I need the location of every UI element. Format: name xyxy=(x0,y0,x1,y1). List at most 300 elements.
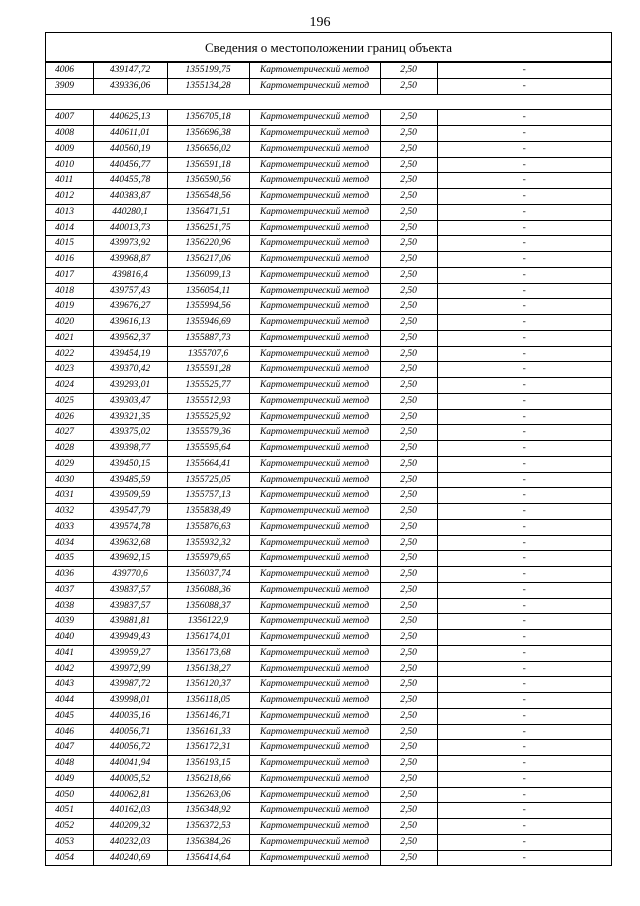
point-number-cell: 4026 xyxy=(46,409,93,425)
method-cell: Картометрический метод xyxy=(249,126,380,142)
table-row xyxy=(46,220,611,236)
x-coordinate-cell: 440056,72 xyxy=(93,740,167,756)
y-coordinate-cell: 1356099,13 xyxy=(167,267,249,283)
point-number-cell: 3909 xyxy=(46,78,93,94)
method-cell: Картометрический метод xyxy=(249,78,380,94)
method-cell: Картометрический метод xyxy=(249,661,380,677)
point-number-cell: 4011 xyxy=(46,173,93,189)
accuracy-cell: 2,50 xyxy=(380,661,437,677)
accuracy-cell: 2,50 xyxy=(380,78,437,94)
point-number-cell: 4054 xyxy=(46,850,93,866)
y-coordinate-cell: 1355595,64 xyxy=(167,441,249,457)
y-coordinate-cell: 1356548,56 xyxy=(167,189,249,205)
accuracy-cell: 2,50 xyxy=(380,409,437,425)
x-coordinate-cell: 440560,19 xyxy=(93,141,167,157)
x-coordinate-cell: 440232,03 xyxy=(93,834,167,850)
method-cell: Картометрический метод xyxy=(249,63,380,79)
point-number-cell: 4029 xyxy=(46,456,93,472)
x-coordinate-cell: 439485,59 xyxy=(93,472,167,488)
x-coordinate-cell: 440280,1 xyxy=(93,204,167,220)
method-cell: Картометрический метод xyxy=(249,645,380,661)
point-number-cell: 4009 xyxy=(46,141,93,157)
accuracy-cell: 2,50 xyxy=(380,630,437,646)
description-cell: - xyxy=(437,456,611,472)
coordinates-table-body xyxy=(46,110,611,866)
table-row xyxy=(46,173,611,189)
description-cell: - xyxy=(437,519,611,535)
description-cell: - xyxy=(437,409,611,425)
point-number-cell: 4040 xyxy=(46,630,93,646)
table-row xyxy=(46,834,611,850)
point-number-cell: 4048 xyxy=(46,756,93,772)
x-coordinate-cell: 439968,87 xyxy=(93,252,167,268)
accuracy-cell: 2,50 xyxy=(380,535,437,551)
x-coordinate-cell: 439454,19 xyxy=(93,346,167,362)
table-row xyxy=(46,189,611,205)
method-cell: Картометрический метод xyxy=(249,299,380,315)
table-row xyxy=(46,283,611,299)
accuracy-cell: 2,50 xyxy=(380,330,437,346)
y-coordinate-cell: 1355838,49 xyxy=(167,504,249,520)
method-cell: Картометрический метод xyxy=(249,141,380,157)
gap-row xyxy=(46,94,611,110)
description-cell: - xyxy=(437,267,611,283)
page-number: 196 xyxy=(309,15,331,30)
point-number-cell: 4023 xyxy=(46,362,93,378)
method-cell: Картометрический метод xyxy=(249,708,380,724)
y-coordinate-cell: 1355932,32 xyxy=(167,535,249,551)
y-coordinate-cell: 1356088,37 xyxy=(167,598,249,614)
x-coordinate-cell: 439770,6 xyxy=(93,567,167,583)
table-row xyxy=(46,787,611,803)
method-cell: Картометрический метод xyxy=(249,834,380,850)
method-cell: Картометрический метод xyxy=(249,157,380,173)
method-cell: Картометрический метод xyxy=(249,504,380,520)
description-cell: - xyxy=(437,708,611,724)
table-row xyxy=(46,204,611,220)
table-row xyxy=(46,126,611,142)
accuracy-cell: 2,50 xyxy=(380,63,437,79)
table-row xyxy=(46,299,611,315)
table-row xyxy=(46,472,611,488)
y-coordinate-cell: 1356705,18 xyxy=(167,110,249,126)
point-number-cell: 4020 xyxy=(46,315,93,331)
table-row xyxy=(46,850,611,866)
table-row xyxy=(46,630,611,646)
x-coordinate-cell: 440162,03 xyxy=(93,803,167,819)
description-cell: - xyxy=(437,126,611,142)
x-coordinate-cell: 439398,77 xyxy=(93,441,167,457)
description-cell: - xyxy=(437,283,611,299)
y-coordinate-cell: 1355525,92 xyxy=(167,409,249,425)
method-cell: Картометрический метод xyxy=(249,535,380,551)
y-coordinate-cell: 1356263,06 xyxy=(167,787,249,803)
description-cell: - xyxy=(437,834,611,850)
table-row xyxy=(46,567,611,583)
accuracy-cell: 2,50 xyxy=(380,456,437,472)
point-number-cell: 4017 xyxy=(46,267,93,283)
x-coordinate-cell: 440013,73 xyxy=(93,220,167,236)
description-cell: - xyxy=(437,645,611,661)
point-number-cell: 4045 xyxy=(46,708,93,724)
point-number-cell: 4053 xyxy=(46,834,93,850)
y-coordinate-cell: 1356120,37 xyxy=(167,677,249,693)
y-coordinate-cell: 1355876,63 xyxy=(167,519,249,535)
description-cell: - xyxy=(437,803,611,819)
point-number-cell: 4046 xyxy=(46,724,93,740)
description-cell: - xyxy=(437,771,611,787)
table-row xyxy=(46,141,611,157)
accuracy-cell: 2,50 xyxy=(380,236,437,252)
description-cell: - xyxy=(437,173,611,189)
table-row xyxy=(46,267,611,283)
point-number-cell: 4039 xyxy=(46,614,93,630)
y-coordinate-cell: 1355979,65 xyxy=(167,551,249,567)
y-coordinate-cell: 1356656,02 xyxy=(167,141,249,157)
y-coordinate-cell: 1356591,18 xyxy=(167,157,249,173)
description-cell: - xyxy=(437,724,611,740)
point-number-cell: 4015 xyxy=(46,236,93,252)
accuracy-cell: 2,50 xyxy=(380,283,437,299)
table-row xyxy=(46,488,611,504)
method-cell: Картометрический метод xyxy=(249,283,380,299)
y-coordinate-cell: 1355579,36 xyxy=(167,425,249,441)
method-cell: Картометрический метод xyxy=(249,315,380,331)
y-coordinate-cell: 1355994,56 xyxy=(167,299,249,315)
x-coordinate-cell: 439973,92 xyxy=(93,236,167,252)
point-number-cell: 4016 xyxy=(46,252,93,268)
point-number-cell: 4018 xyxy=(46,283,93,299)
description-cell: - xyxy=(437,393,611,409)
method-cell: Картометрический метод xyxy=(249,409,380,425)
accuracy-cell: 2,50 xyxy=(380,393,437,409)
x-coordinate-cell: 440240,69 xyxy=(93,850,167,866)
method-cell: Картометрический метод xyxy=(249,567,380,583)
point-number-cell: 4033 xyxy=(46,519,93,535)
point-number-cell: 4035 xyxy=(46,551,93,567)
x-coordinate-cell: 439547,79 xyxy=(93,504,167,520)
description-cell: - xyxy=(437,315,611,331)
accuracy-cell: 2,50 xyxy=(380,693,437,709)
y-coordinate-cell: 1356218,66 xyxy=(167,771,249,787)
method-cell: Картометрический метод xyxy=(249,740,380,756)
method-cell: Картометрический метод xyxy=(249,346,380,362)
method-cell: Картометрический метод xyxy=(249,204,380,220)
method-cell: Картометрический метод xyxy=(249,252,380,268)
accuracy-cell: 2,50 xyxy=(380,740,437,756)
x-coordinate-cell: 440005,52 xyxy=(93,771,167,787)
table-row xyxy=(46,582,611,598)
accuracy-cell: 2,50 xyxy=(380,189,437,205)
method-cell: Картометрический метод xyxy=(249,756,380,772)
gap-row-group xyxy=(46,94,611,110)
point-number-cell: 4010 xyxy=(46,157,93,173)
method-cell: Картометрический метод xyxy=(249,787,380,803)
y-coordinate-cell: 1356088,36 xyxy=(167,582,249,598)
table-row xyxy=(46,677,611,693)
point-number-cell: 4037 xyxy=(46,582,93,598)
point-number-cell: 4044 xyxy=(46,693,93,709)
method-cell: Картометрический метод xyxy=(249,441,380,457)
method-cell: Картометрический метод xyxy=(249,425,380,441)
method-cell: Картометрический метод xyxy=(249,819,380,835)
y-coordinate-cell: 1356037,74 xyxy=(167,567,249,583)
accuracy-cell: 2,50 xyxy=(380,126,437,142)
x-coordinate-cell: 439676,27 xyxy=(93,299,167,315)
accuracy-cell: 2,50 xyxy=(380,598,437,614)
y-coordinate-cell: 1356193,15 xyxy=(167,756,249,772)
point-number-cell: 4028 xyxy=(46,441,93,457)
method-cell: Картометрический метод xyxy=(249,771,380,787)
description-cell: - xyxy=(437,850,611,866)
table-row xyxy=(46,63,611,79)
y-coordinate-cell: 1356414,64 xyxy=(167,850,249,866)
point-number-cell: 4038 xyxy=(46,598,93,614)
y-coordinate-cell: 1355887,73 xyxy=(167,330,249,346)
point-number-cell: 4012 xyxy=(46,189,93,205)
point-number-cell: 4034 xyxy=(46,535,93,551)
table-row xyxy=(46,362,611,378)
table-row xyxy=(46,456,611,472)
point-number-cell: 4050 xyxy=(46,787,93,803)
x-coordinate-cell: 439949,43 xyxy=(93,630,167,646)
table-row xyxy=(46,252,611,268)
accuracy-cell: 2,50 xyxy=(380,850,437,866)
description-cell: - xyxy=(437,78,611,94)
point-number-cell: 4051 xyxy=(46,803,93,819)
accuracy-cell: 2,50 xyxy=(380,220,437,236)
method-cell: Картометрический метод xyxy=(249,267,380,283)
accuracy-cell: 2,50 xyxy=(380,362,437,378)
table-row xyxy=(46,519,611,535)
x-coordinate-cell: 440456,77 xyxy=(93,157,167,173)
method-cell: Картометрический метод xyxy=(249,630,380,646)
y-coordinate-cell: 1356161,33 xyxy=(167,724,249,740)
x-coordinate-cell: 439757,43 xyxy=(93,283,167,299)
y-coordinate-cell: 1356217,06 xyxy=(167,252,249,268)
y-coordinate-cell: 1355664,41 xyxy=(167,456,249,472)
point-number-cell: 4014 xyxy=(46,220,93,236)
point-number-cell: 4047 xyxy=(46,740,93,756)
table-row xyxy=(46,740,611,756)
description-cell: - xyxy=(437,598,611,614)
table-row xyxy=(46,819,611,835)
description-cell: - xyxy=(437,441,611,457)
table-row xyxy=(46,378,611,394)
point-number-cell: 4006 xyxy=(46,63,93,79)
y-coordinate-cell: 1356122,9 xyxy=(167,614,249,630)
accuracy-cell: 2,50 xyxy=(380,787,437,803)
method-cell: Картометрический метод xyxy=(249,598,380,614)
point-number-cell: 4019 xyxy=(46,299,93,315)
description-cell: - xyxy=(437,189,611,205)
description-cell: - xyxy=(437,740,611,756)
description-cell: - xyxy=(437,63,611,79)
accuracy-cell: 2,50 xyxy=(380,803,437,819)
accuracy-cell: 2,50 xyxy=(380,504,437,520)
accuracy-cell: 2,50 xyxy=(380,441,437,457)
description-cell: - xyxy=(437,677,611,693)
x-coordinate-cell: 440611,01 xyxy=(93,126,167,142)
y-coordinate-cell: 1356118,05 xyxy=(167,693,249,709)
x-coordinate-cell: 439998,01 xyxy=(93,693,167,709)
method-cell: Картометрический метод xyxy=(249,220,380,236)
point-number-cell: 4036 xyxy=(46,567,93,583)
method-cell: Картометрический метод xyxy=(249,472,380,488)
y-coordinate-cell: 1355946,69 xyxy=(167,315,249,331)
accuracy-cell: 2,50 xyxy=(380,472,437,488)
point-number-cell: 4030 xyxy=(46,472,93,488)
table-row xyxy=(46,157,611,173)
y-coordinate-cell: 1355757,13 xyxy=(167,488,249,504)
point-number-cell: 4043 xyxy=(46,677,93,693)
table-row xyxy=(46,551,611,567)
x-coordinate-cell: 439837,57 xyxy=(93,598,167,614)
method-cell: Картометрический метод xyxy=(249,519,380,535)
coordinates-table-top xyxy=(46,63,611,95)
method-cell: Картометрический метод xyxy=(249,803,380,819)
coordinates-sheet xyxy=(45,32,612,866)
x-coordinate-cell: 440455,78 xyxy=(93,173,167,189)
point-number-cell: 4007 xyxy=(46,110,93,126)
x-coordinate-cell: 440625,13 xyxy=(93,110,167,126)
accuracy-cell: 2,50 xyxy=(380,724,437,740)
accuracy-cell: 2,50 xyxy=(380,645,437,661)
x-coordinate-cell: 439450,15 xyxy=(93,456,167,472)
y-coordinate-cell: 1356372,53 xyxy=(167,819,249,835)
table-row xyxy=(46,393,611,409)
method-cell: Картометрический метод xyxy=(249,393,380,409)
point-number-cell: 4024 xyxy=(46,378,93,394)
x-coordinate-cell: 440383,87 xyxy=(93,189,167,205)
description-cell: - xyxy=(437,582,611,598)
accuracy-cell: 2,50 xyxy=(380,252,437,268)
accuracy-cell: 2,50 xyxy=(380,677,437,693)
method-cell: Картометрический метод xyxy=(249,724,380,740)
method-cell: Картометрический метод xyxy=(249,378,380,394)
table-row xyxy=(46,425,611,441)
accuracy-cell: 2,50 xyxy=(380,519,437,535)
table-row xyxy=(46,330,611,346)
table-row xyxy=(46,756,611,772)
accuracy-cell: 2,50 xyxy=(380,551,437,567)
point-number-cell: 4042 xyxy=(46,661,93,677)
table-row xyxy=(46,724,611,740)
description-cell: - xyxy=(437,141,611,157)
method-cell: Картометрический метод xyxy=(249,330,380,346)
x-coordinate-cell: 439987,72 xyxy=(93,677,167,693)
table-row xyxy=(46,236,611,252)
point-number-cell: 4021 xyxy=(46,330,93,346)
method-cell: Картометрический метод xyxy=(249,614,380,630)
method-cell: Картометрический метод xyxy=(249,582,380,598)
description-cell: - xyxy=(437,346,611,362)
description-cell: - xyxy=(437,488,611,504)
x-coordinate-cell: 439881,81 xyxy=(93,614,167,630)
x-coordinate-cell: 439616,13 xyxy=(93,315,167,331)
description-cell: - xyxy=(437,220,611,236)
x-coordinate-cell: 439321,35 xyxy=(93,409,167,425)
description-cell: - xyxy=(437,252,611,268)
description-cell: - xyxy=(437,787,611,803)
accuracy-cell: 2,50 xyxy=(380,299,437,315)
x-coordinate-cell: 439816,4 xyxy=(93,267,167,283)
accuracy-cell: 2,50 xyxy=(380,819,437,835)
description-cell: - xyxy=(437,299,611,315)
point-number-cell: 4025 xyxy=(46,393,93,409)
y-coordinate-cell: 1355134,28 xyxy=(167,78,249,94)
x-coordinate-cell: 439336,06 xyxy=(93,78,167,94)
accuracy-cell: 2,50 xyxy=(380,582,437,598)
table-row xyxy=(46,346,611,362)
table-row xyxy=(46,409,611,425)
method-cell: Картометрический метод xyxy=(249,362,380,378)
method-cell: Картометрический метод xyxy=(249,236,380,252)
table-row xyxy=(46,535,611,551)
y-coordinate-cell: 1356220,96 xyxy=(167,236,249,252)
accuracy-cell: 2,50 xyxy=(380,614,437,630)
y-coordinate-cell: 1355725,05 xyxy=(167,472,249,488)
method-cell: Картометрический метод xyxy=(249,551,380,567)
description-cell: - xyxy=(437,819,611,835)
point-number-cell: 4031 xyxy=(46,488,93,504)
accuracy-cell: 2,50 xyxy=(380,173,437,189)
accuracy-cell: 2,50 xyxy=(380,425,437,441)
accuracy-cell: 2,50 xyxy=(380,141,437,157)
description-cell: - xyxy=(437,630,611,646)
y-coordinate-cell: 1356471,51 xyxy=(167,204,249,220)
x-coordinate-cell: 440035,16 xyxy=(93,708,167,724)
table-row xyxy=(46,708,611,724)
y-coordinate-cell: 1356348,92 xyxy=(167,803,249,819)
description-cell: - xyxy=(437,504,611,520)
accuracy-cell: 2,50 xyxy=(380,346,437,362)
point-number-cell: 4013 xyxy=(46,204,93,220)
description-cell: - xyxy=(437,378,611,394)
description-cell: - xyxy=(437,110,611,126)
x-coordinate-cell: 439147,72 xyxy=(93,63,167,79)
table-row xyxy=(46,78,611,94)
accuracy-cell: 2,50 xyxy=(380,567,437,583)
x-coordinate-cell: 440041,94 xyxy=(93,756,167,772)
method-cell: Картометрический метод xyxy=(249,189,380,205)
x-coordinate-cell: 439509,59 xyxy=(93,488,167,504)
point-number-cell: 4041 xyxy=(46,645,93,661)
point-number-cell: 4032 xyxy=(46,504,93,520)
section-title: Сведения о местоположении границ объекта xyxy=(46,33,611,62)
table-row xyxy=(46,315,611,331)
x-coordinate-cell: 439959,27 xyxy=(93,645,167,661)
x-coordinate-cell: 439972,99 xyxy=(93,661,167,677)
y-coordinate-cell: 1355525,77 xyxy=(167,378,249,394)
accuracy-cell: 2,50 xyxy=(380,708,437,724)
x-coordinate-cell: 439370,42 xyxy=(93,362,167,378)
description-cell: - xyxy=(437,157,611,173)
description-cell: - xyxy=(437,693,611,709)
y-coordinate-cell: 1356384,26 xyxy=(167,834,249,850)
y-coordinate-cell: 1356054,11 xyxy=(167,283,249,299)
accuracy-cell: 2,50 xyxy=(380,378,437,394)
table-row xyxy=(46,614,611,630)
description-cell: - xyxy=(437,236,611,252)
x-coordinate-cell: 439562,37 xyxy=(93,330,167,346)
accuracy-cell: 2,50 xyxy=(380,756,437,772)
description-cell: - xyxy=(437,425,611,441)
method-cell: Картометрический метод xyxy=(249,110,380,126)
y-coordinate-cell: 1355512,93 xyxy=(167,393,249,409)
table-row xyxy=(46,645,611,661)
table-row xyxy=(46,771,611,787)
